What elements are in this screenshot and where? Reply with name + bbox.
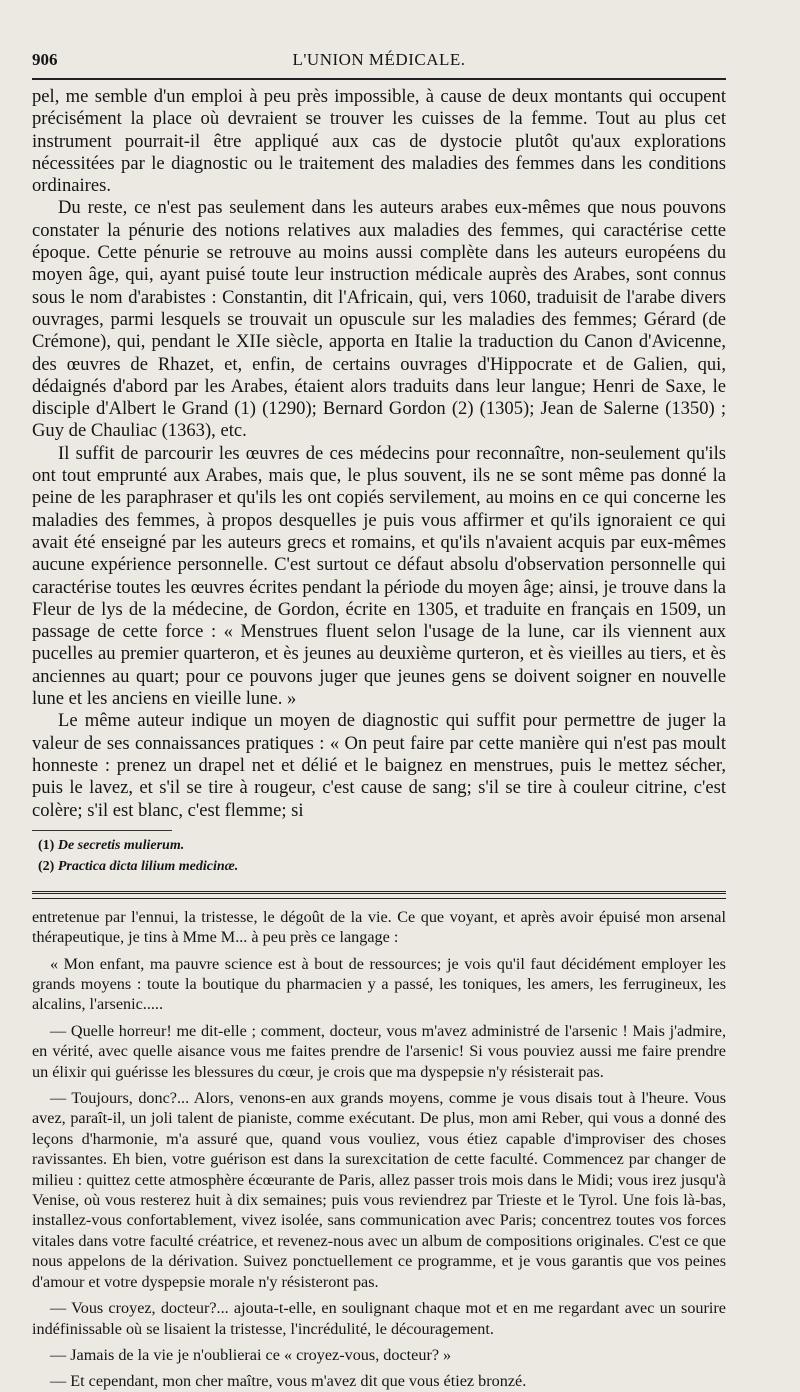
paragraph: — Toujours, donc?... Alors, venons-en aux grands moyens, comme je vous disais tout à l'heure. Vous avez, paraît-il, un joli talent de pianiste, comme exécutant. De plus, mon ami Reber, qui vous a donné des leçons d'harmonie, m'a assuré que, quand vous vouliez, vous étiez capable d'improviser des choses ravissantes. Eh bien, votre guérison est dans la surexcitation de cette faculté. Commencez par changer de milieu : quittez cette atmosphère écœurante de Paris, allez passer trois mois dans le Midi; vous irez jusqu'à Venise, où vous resterez huit à dix semaines; puis vous reviendrez par Trieste et le Tyrol. Une fois là-bas, installez-vous confortablement, vivez isolée, sans communication avec Paris; concentrez toutes vos forces vitales dans votre faculté créatrice, et revenez-nous avec un album de compositions originales. C'est ce que nous appelons de la dérivation. Suivez ponctuellement ce programme, et je vous garantis que vos peines d'amour et votre dyspepsie morale n'y résisteront pas. (32, 1089, 726, 1291)
footnote: (2) Practica dicta lilium medicinæ. (38, 858, 239, 874)
paragraph: pel, me semble d'un emploi à peu près impossible, à cause de deux montants qui occupent précisément la place où devraient se trouver les cuisses de la femme. Tout au plus cet instrument pourrait-il être appliqué aux cas de dystocie plutôt qu'aux explorations nécessitées par le diagnostic ou le traitement des maladies des femmes dans les conditions ordinaires. (32, 86, 726, 197)
running-head (32, 44, 726, 74)
journal-title: L'UNION MÉDICALE. (292, 50, 466, 69)
paragraph: Le même auteur indique un moyen de diagnostic qui suffit pour permettre de juger la valeur de ses connaissances pratiques : « On peut faire par cette manière qui n'est pas moult honneste : prenez un drapel net et délié et le baignez en menstrues, puis le mettez sécher, puis le lavez, et s'il se tire à rougeur, c'est cause de sang; s'il se tire à couleur citrine, c'est colère; s'il est blanc, c'est flemme; si (32, 710, 726, 821)
footnote-rule (32, 830, 172, 831)
paragraph: — Vous croyez, docteur?... ajouta-t-elle, en soulignant chaque mot et en me regardant avec un sourire indéfinissable où se lisaient la tristesse, l'incrédulité, le découragement. (32, 1299, 726, 1338)
paragraph: entretenue par l'ennui, la tristesse, le dégoût de la vie. Ce que voyant, et après avoir épuisé mon arsenal thérapeutique, je tins à Mme M... à peu près ce langage : (32, 907, 726, 947)
header-rule (32, 78, 726, 80)
paragraph: Du reste, ce n'est pas seulement dans les auteurs arabes eux-mêmes que nous pouvons constater la pénurie des notions relatives aux maladies des femmes, qui caractérise cette époque. Cette pénurie se retrouve au moins aussi complète dans les auteurs européens du moyen âge, qui, ayant puisé toute leur instruction médicale auprès des Arabes, sont connus sous le nom d'arabistes : Constantin, dit l'Africain, qui, vers 1060, traduisit de l'arabe divers ouvrages, parmi lesquels se trouvait un opuscule sur les maladies des femmes; Gérard (de Crémone), qui, pendant le XIIe siècle, apporta en Italie la traduction du Canon d'Avicenne, des œuvres de Rhazet, et, enfin, de certains ouvrages d'Hippocrate et de Galien, qui, dédaignés d'abord par les Arabes, étaient alors traduits dans leur langue; Henri de Saxe, le disciple d'Albert le Grand (1) (1290); Bernard Gordon (2) (1305); Jean de Salerne (1350) ; Guy de Chauliac (1363), etc. (32, 197, 726, 442)
paragraph: — Quelle horreur! me dit-elle ; comment, docteur, vous m'avez administré de l'arsenic ! Mais j'admire, en vérité, avec quelle aisance vous me faites prendre de l'arsenic! Si vous pouviez aussi me faire prendre un élixir qui guérisse les blessures du cœur, je crois que ma dyspepsie n'y résisterait pas. (32, 1021, 726, 1081)
footnote: (1) De secretis mulierum. (38, 837, 185, 853)
main-text (32, 86, 726, 822)
page-number: 906 (32, 50, 58, 69)
paragraph: — Jamais de la vie je n'oublierai ce « croyez-vous, docteur? » (50, 1345, 452, 1364)
paragraph: « Mon enfant, ma pauvre science est à bout de ressources; je vois qu'il faut décidément employer les grands moyens : toute la boutique du pharmacien y a passé, les toniques, les amers, les ferrugineux, les alcalins, l'arsenic..... (32, 954, 726, 1014)
feuilleton-text (32, 907, 726, 1392)
feuilleton-rule (32, 891, 726, 899)
paragraph: — Et cependant, mon cher maître, vous m'avez dit que vous étiez bronzé. (50, 1372, 527, 1391)
footnotes (32, 835, 726, 877)
paragraph: Il suffit de parcourir les œuvres de ces médecins pour reconnaître, non-seulement qu'ils ont tout emprunté aux Arabes, mais que, le plus souvent, ils ne se sont même pas donné la peine de les paraphraser et qu'ils les ont copiés servilement, au moins en ce qui concerne les maladies des femmes, à propos desquelles je puis vous affirmer et qu'ils ignoraient ce qui avait été enseigné par les auteurs grecs et romains, et qu'ils n'avaient acquis par eux-mêmes aucune expérience personnelle. C'est surtout ce défaut absolu d'observation personnelle qui caractérise toutes les œuvres écrites pendant la période du moyen âge; ainsi, je trouve dans la Fleur de lys de la médecine, de Gordon, écrite en 1305, et traduite en français en 1509, un passage de cette force : « Menstrues fluent selon l'usage de la lune, car ils viennent aux pucelles au premier quarteron, et ès jeunes au deuxième qurteron, et ès vieilles au tiers, et ès anciennes au quart; pour ce pouvons juger que jeunes gens se doivent soigner en nouvelle lune et les anciens en vieille lune. » (32, 442, 726, 710)
